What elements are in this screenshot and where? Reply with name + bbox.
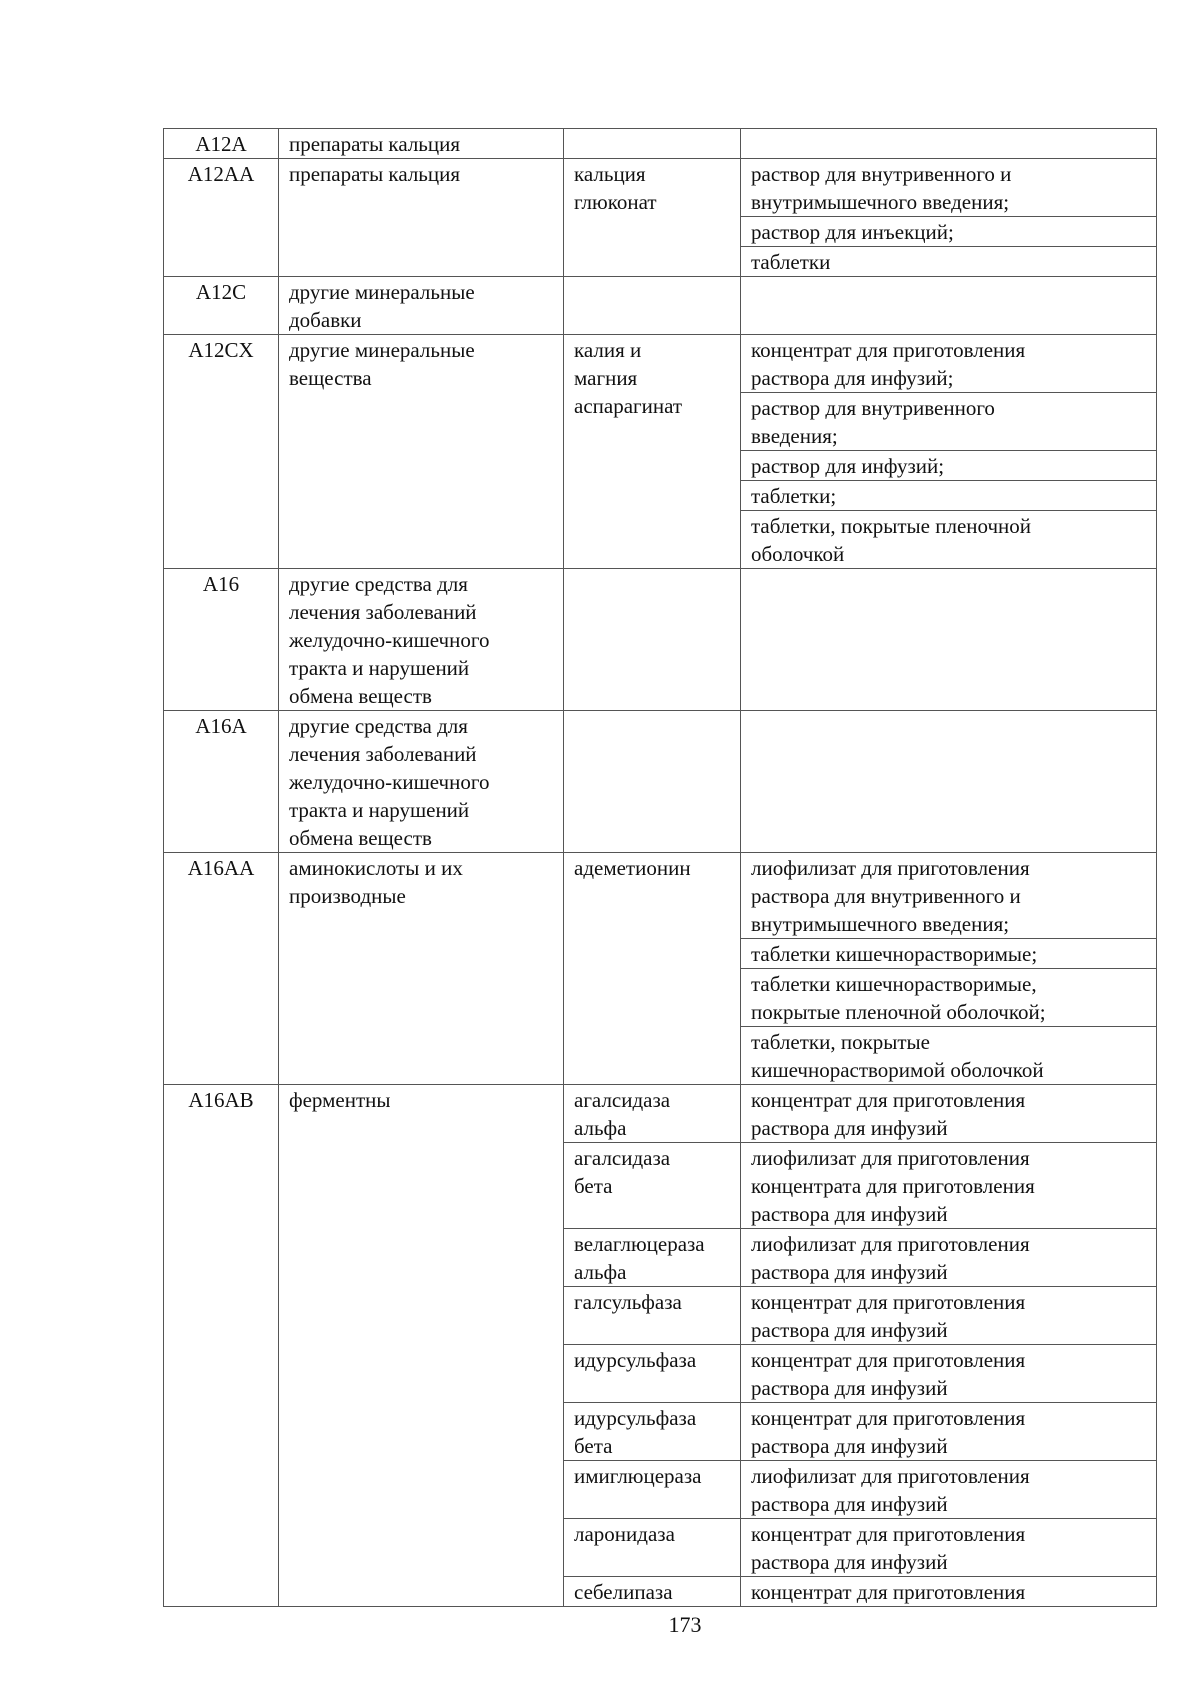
substance-name: ларонидаза <box>564 1519 741 1577</box>
substance-name: велаглюцераза альфа <box>564 1229 741 1287</box>
substance-cell <box>564 711 741 853</box>
atc-code: A12C <box>164 277 279 335</box>
group-name: другие минеральные вещества <box>279 335 564 569</box>
substance-name: галсульфаза <box>564 1287 741 1345</box>
atc-code: A12CX <box>164 335 279 569</box>
dosage-form: раствор для инфузий; <box>741 451 1157 481</box>
dosage-form: раствор для инъекций; <box>741 217 1157 247</box>
dosage-form: лиофилизат для приготовления раствора для внутривенного и внутримышечного введения; <box>741 853 1157 939</box>
table-row <box>164 1085 1157 1143</box>
substance-name: агалсидаза альфа <box>564 1085 741 1143</box>
group-name: препараты кальция <box>279 129 564 159</box>
dosage-form: концентрат для приготовления раствора для инфузий; <box>741 335 1157 393</box>
dosage-form: концентрат для приготовления раствора для инфузий <box>741 1519 1157 1577</box>
table-row <box>164 853 1157 939</box>
substance-cell <box>564 569 741 711</box>
table-row <box>164 569 1157 711</box>
dosage-form: лиофилизат для приготовления раствора для инфузий <box>741 1461 1157 1519</box>
substance-name: адеметионин <box>564 853 741 1085</box>
form-cell <box>741 277 1157 335</box>
dosage-form: лиофилизат для приготовления концентрата для приготовления раствора для инфузий <box>741 1143 1157 1229</box>
substance-name: кальция глюконат <box>564 159 741 277</box>
dosage-form: лиофилизат для приготовления раствора для инфузий <box>741 1229 1157 1287</box>
table-row <box>164 711 1157 853</box>
group-name: другие средства для лечения заболеваний желудочно-кишечного тракта и нарушений обмена веществ <box>279 569 564 711</box>
dosage-form: таблетки, покрытые кишечнорастворимой оболочкой <box>741 1027 1157 1085</box>
form-cell <box>741 129 1157 159</box>
dosage-form: концентрат для приготовления раствора для инфузий <box>741 1287 1157 1345</box>
dosage-form: таблетки кишечнорастворимые, покрытые пленочной оболочкой; <box>741 969 1157 1027</box>
table-row <box>164 277 1157 335</box>
substance-name: идурсульфаза <box>564 1345 741 1403</box>
table-row <box>164 335 1157 393</box>
substance-cell <box>564 277 741 335</box>
dosage-form: раствор для внутривенного и внутримышечного введения; <box>741 159 1157 217</box>
substance-name: имиглюцераза <box>564 1461 741 1519</box>
atc-code: A16A <box>164 711 279 853</box>
substance-name: калия и магния аспарагинат <box>564 335 741 569</box>
substance-name: идурсульфаза бета <box>564 1403 741 1461</box>
atc-code: A16 <box>164 569 279 711</box>
group-name: аминокислоты и их производные <box>279 853 564 1085</box>
group-name: другие средства для лечения заболеваний желудочно-кишечного тракта и нарушений обмена веществ <box>279 711 564 853</box>
substance-name: агалсидаза бета <box>564 1143 741 1229</box>
form-cell <box>741 711 1157 853</box>
table-row <box>164 159 1157 217</box>
atc-code: A16AA <box>164 853 279 1085</box>
atc-code: A12AA <box>164 159 279 277</box>
drug-classification-table <box>163 128 1157 1607</box>
table-row <box>164 129 1157 159</box>
dosage-form: концентрат для приготовления раствора для инфузий <box>741 1403 1157 1461</box>
dosage-form: таблетки; <box>741 481 1157 511</box>
dosage-form: раствор для внутривенного введения; <box>741 393 1157 451</box>
dosage-form: концентрат для приготовления раствора для инфузий <box>741 1085 1157 1143</box>
form-cell <box>741 569 1157 711</box>
dosage-form: таблетки <box>741 247 1157 277</box>
dosage-form: таблетки, покрытые пленочной оболочкой <box>741 511 1157 569</box>
substance-name: себелипаза <box>564 1577 741 1607</box>
dosage-form: концентрат для приготовления раствора для инфузий <box>741 1345 1157 1403</box>
page-number: 173 <box>668 1612 702 1637</box>
group-name: ферментны <box>279 1085 564 1607</box>
atc-code: A16AB <box>164 1085 279 1607</box>
substance-cell <box>564 129 741 159</box>
atc-code: A12A <box>164 129 279 159</box>
dosage-form: таблетки кишечнорастворимые; <box>741 939 1157 969</box>
group-name: препараты кальция <box>279 159 564 277</box>
group-name: другие минеральные добавки <box>279 277 564 335</box>
dosage-form: концентрат для приготовления <box>741 1577 1157 1607</box>
